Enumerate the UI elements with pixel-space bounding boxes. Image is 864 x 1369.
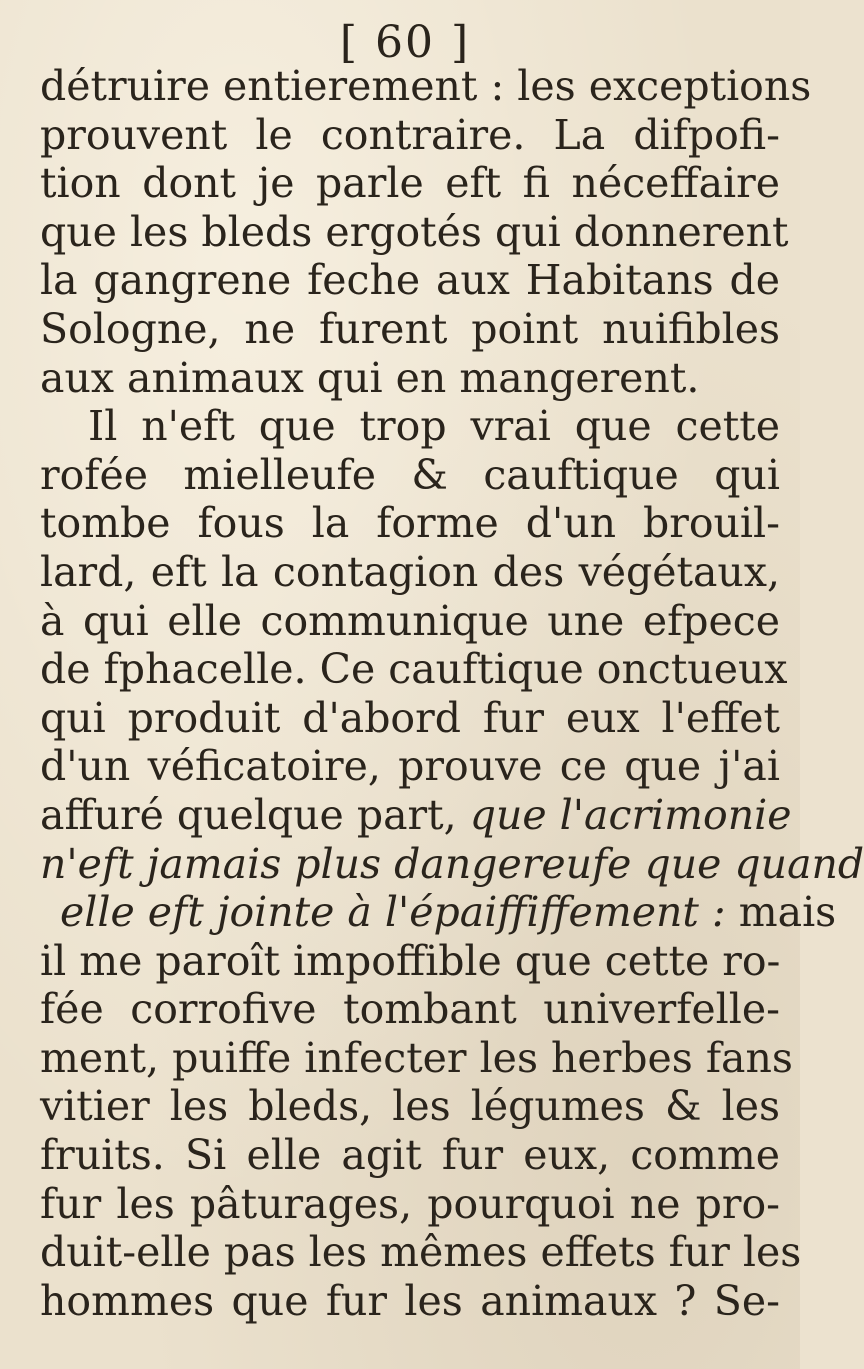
text-line: aux animaux qui en mangerent. bbox=[40, 353, 700, 402]
text-line-mixed bbox=[40, 790, 792, 840]
text-line: de fphacelle. Ce cauftique onctueux bbox=[40, 645, 788, 694]
text-line: à qui elle communique une efpece bbox=[40, 596, 780, 645]
text-line: qui produit d'abord fur eux l'effet bbox=[40, 693, 780, 742]
text-line: lard, eft la contagion des végétaux, bbox=[40, 547, 780, 596]
text-line: fée corrofive tombant univerfelle- bbox=[40, 985, 780, 1034]
italic-segment: elle eft jointe à l'épaiffiffement : bbox=[60, 888, 726, 937]
text-line: que les bleds ergotés qui donnerent bbox=[40, 207, 789, 256]
text-line: duit-elle pas les mêmes effets fur les bbox=[40, 1228, 802, 1277]
text-line: tombe fous la forme d'un brouil- bbox=[40, 499, 780, 548]
text-segment: affuré quelque part, bbox=[40, 790, 457, 839]
text-line: prouvent le contraire. La difpofi- bbox=[40, 110, 780, 159]
text-line-mixed bbox=[40, 888, 837, 937]
text-line: la gangrene feche aux Habitans de bbox=[40, 256, 780, 305]
text-line: fur les pâturages, pourquoi ne pro- bbox=[40, 1179, 780, 1228]
text-line: il me paroît impoffible que cette ro- bbox=[40, 936, 781, 985]
text-line: Il n'eft que trop vrai que cette bbox=[88, 402, 780, 451]
text-line: fruits. Si elle agit fur eux, comme bbox=[40, 1131, 780, 1180]
text-line-italic: n'eft jamais plus dangereufe que quand bbox=[40, 839, 864, 888]
body-text bbox=[40, 62, 864, 1325]
text-line: d'un véficatoire, prouve ce que j'ai bbox=[40, 742, 780, 791]
italic-segment: que l'acrimonie bbox=[469, 790, 792, 839]
text-line: hommes que fur les animaux ? Se- bbox=[40, 1276, 780, 1325]
text-line: vitier les bleds, les légumes & les bbox=[40, 1082, 780, 1131]
text-line: ment, puiffe infecter les herbes fans bbox=[40, 1033, 793, 1082]
text-line: tion dont je parle eft fi néceffaire bbox=[40, 159, 780, 208]
text-segment: mais bbox=[738, 888, 837, 937]
text-line: Sologne, ne furent point nuifibles bbox=[40, 304, 780, 353]
page-number: [ 60 ] bbox=[339, 17, 471, 68]
text-line: rofée mielleufe & cauftique qui bbox=[40, 450, 780, 499]
text-line: détruire entierement : les exceptions bbox=[40, 62, 812, 110]
